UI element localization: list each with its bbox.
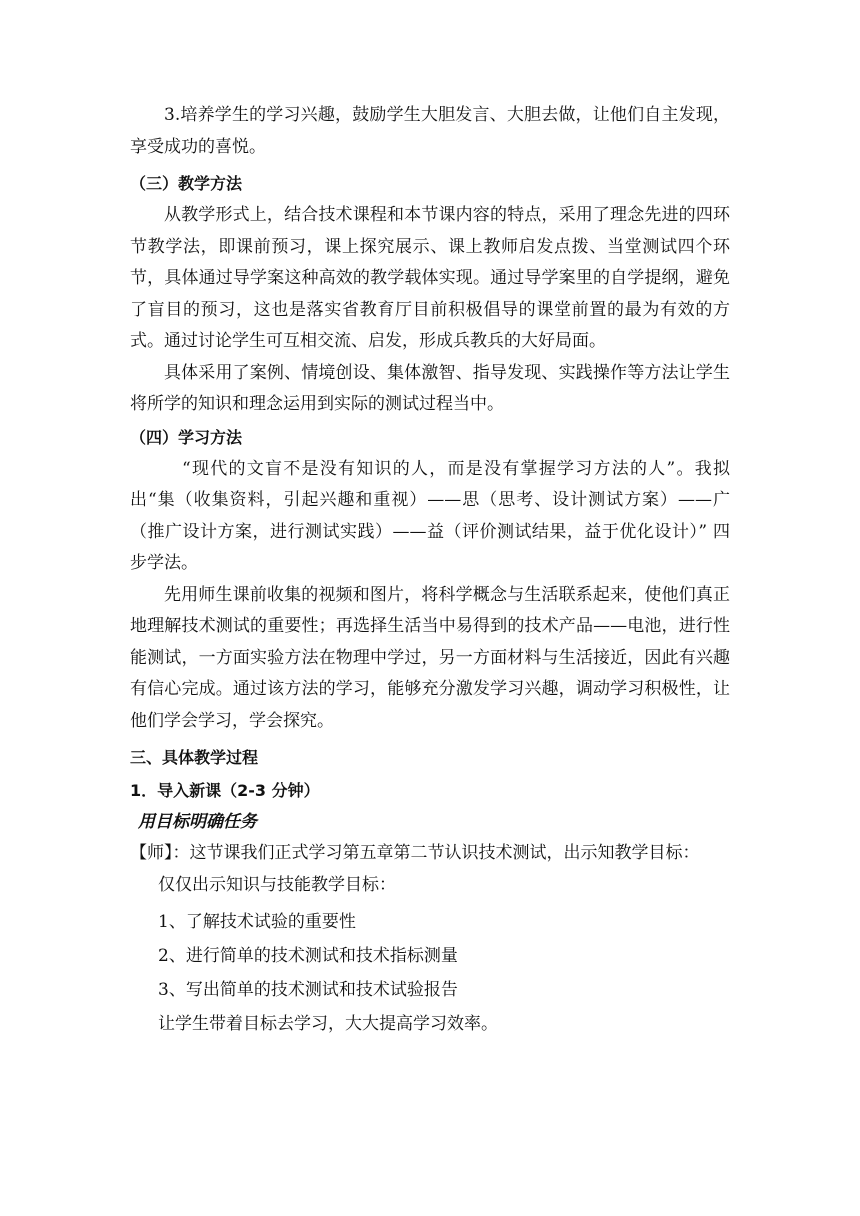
heading-intro-new-lesson: 1．导入新课（2-3 分钟） [130, 781, 320, 800]
paragraph-learning-efficiency: 让学生带着目标去学习，大大提高学习效率。 [158, 1014, 498, 1034]
paragraph-learning-interest: 3.培养学生的学习兴趣，鼓励学生大胆发言、大胆去做，让他们自主发现，享受成功的喜悦。 [130, 105, 730, 157]
paragraph-battery-test: 先用师生课前收集的视频和图片，将科学概念与生活联系起来，使他们真正地理解技术测试的重要性；再选择生活当中易得到的技术产品——电池，进行性能测试，一方面实验方法在物理中学过，另一方面材料与生活接近，因此有兴趣有信心完成。通过该方法的学习，能够充分激发学习兴趣，调动学习积极性，让他们学会学习，学会探究。 [130, 584, 730, 731]
heading-learning-methods: （四）学习方法 [130, 427, 243, 447]
goal-item: 1、了解技术试验的重要性 [158, 912, 356, 932]
paragraph-specific-methods: 具体采用了案例、情境创设、集体激智、指导发现、实践操作等方法让学生将所学的知识和理念运用到实际的测试过程当中。 [130, 362, 730, 414]
paragraph-teacher-intro: 【师】：这节课我们正式学习第五章第二节认识技术测试，出示知教学目标： [130, 843, 700, 863]
document-page [130, 100, 730, 1041]
paragraph-show-goals: 仅仅出示知识与技能教学目标： [158, 874, 396, 895]
goal-item: 2、进行简单的技术测试和技术指标测量 [158, 946, 458, 966]
subheading-goal-task: 用目标明确任务 [138, 812, 257, 832]
goal-item: 3、写出简单的技术测试和技术试验报告 [158, 980, 458, 1000]
paragraph-teaching-form: 从教学形式上，结合技术课程和本节课内容的特点，采用了理念先进的四环节教学法，即课前预习，课上探究展示、课上教师启发点拨、当堂测试四个环节，具体通过导学案这种高效的教学载体实现。通过导学案里的自学提纲，避免了盲目的预习，这也是落实省教育厅目前积极倡导的课堂前置的最为有效的方式。通过讨论学生可互相交流、启发，形成兵教兵的大好局面。 [130, 205, 730, 351]
heading-teaching-process: 三、具体教学过程 [130, 748, 259, 767]
heading-teaching-methods: （三）教学方法 [130, 174, 243, 193]
paragraph-four-step-method: “现代的文盲不是没有知识的人，而是没有掌握学习方法的人”。我拟出“集（收集资料，引起兴趣和重视）——思（思考、设计测试方案）——广（推广设计方案，进行测试实践）——益（评价测试结果，益于优化设计）” 四步学法。 [130, 458, 730, 573]
